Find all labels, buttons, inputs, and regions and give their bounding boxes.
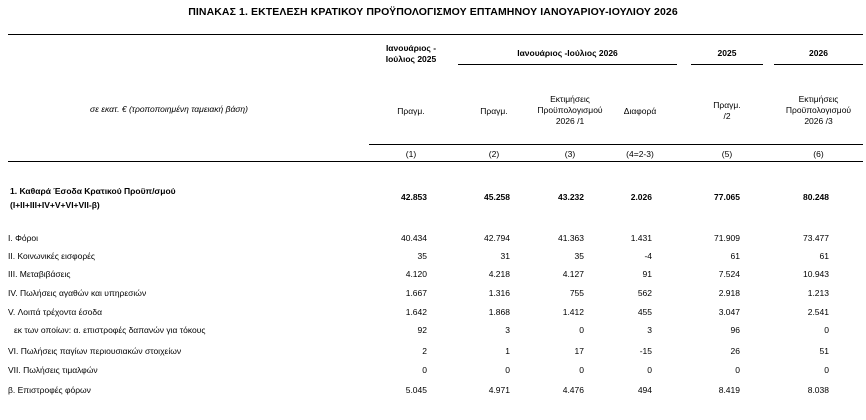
row-value: 35 (417, 251, 427, 261)
row-value: 0 (647, 365, 652, 375)
row-value: 755 (569, 288, 584, 298)
row-value: 1 (505, 346, 510, 356)
row-value: 4.127 (562, 269, 584, 279)
row-label: II. Κοινωνικές εισφορές (8, 251, 96, 261)
column-code: (5) (721, 149, 733, 159)
year-2026-underline (774, 64, 863, 65)
row-label: VII. Πωλήσεις τιμαλφών (8, 365, 98, 375)
row-label: εκ των οποίων: α. επιστροφές δαπανών για τόκους (14, 325, 206, 335)
header-bottom-rule (8, 161, 863, 162)
row-label: I. Φόροι (8, 233, 39, 243)
row-label: III. Μεταβιβάσεις (8, 269, 71, 279)
row-value: 4.476 (562, 385, 584, 395)
col5-header: Πραγμ. /2 (713, 100, 741, 121)
col3-header: Εκτιμήσεις Προϋπολογισμού 2026 /1 (537, 94, 603, 126)
main-row-value: 43.232 (558, 192, 584, 202)
column-code: (1) (405, 149, 417, 159)
row-value: 3 (647, 325, 652, 335)
main-row-value: 80.248 (803, 192, 829, 202)
group-2026-header: Ιανουάριος -Ιούλιος 2026 (517, 48, 618, 58)
group-2026-underline (458, 64, 677, 65)
col2-header: Πραγμ. (480, 106, 508, 116)
row-value: 17 (574, 346, 584, 356)
row-value: 3.047 (718, 307, 740, 317)
row-value: 40.434 (401, 233, 427, 243)
row-value: 562 (637, 288, 652, 298)
top-rule (8, 34, 863, 35)
row-value: 455 (637, 307, 652, 317)
row-value: 0 (505, 365, 510, 375)
column-code: (2) (488, 149, 500, 159)
row-value: 35 (574, 251, 584, 261)
row-value: 8.038 (807, 385, 829, 395)
row-value: 1.667 (405, 288, 427, 298)
row-value: 0 (579, 365, 584, 375)
header-rule (369, 144, 863, 145)
main-row-label: 1. Καθαρά Έσοδα Κρατικού Προϋπ/σμού (I+II+III+IV+V+VI+VII-β) (10, 186, 176, 210)
main-row-value: 2.026 (630, 192, 652, 202)
row-value: 5.045 (405, 385, 427, 395)
row-label: IV. Πωλήσεις αγαθών και υπηρεσιών (8, 288, 147, 298)
row-value: -4 (644, 251, 652, 261)
row-value: 2.918 (718, 288, 740, 298)
main-row-value: 77.065 (714, 192, 740, 202)
row-value: 0 (735, 365, 740, 375)
row-value: 0 (579, 325, 584, 335)
row-value: 1.431 (630, 233, 652, 243)
row-label: VI. Πωλήσεις παγίων περιουσιακών στοιχείων (8, 346, 182, 356)
row-value: 41.363 (558, 233, 584, 243)
table-title: ΠΙΝΑΚΑΣ 1. ΕΚΤΕΛΕΣΗ ΚΡΑΤΙΚΟΥ ΠΡΟΫΠΟΛΟΓΙΣΜΟΥ ΕΠΤΑΜΗΝΟΥ ΙΑΝΟΥΑΡΙΟΥ-ΙΟΥΛΙΟΥ 2026 (188, 6, 678, 18)
column-code: (3) (564, 149, 576, 159)
row-value: 73.477 (803, 233, 829, 243)
row-value: 61 (730, 251, 740, 261)
main-row-value: 45.258 (484, 192, 510, 202)
row-value: 42.794 (484, 233, 510, 243)
row-value: 1.868 (488, 307, 510, 317)
main-row-value: 42.853 (401, 192, 427, 202)
row-value: 4.120 (405, 269, 427, 279)
row-value: 1.316 (488, 288, 510, 298)
row-value: 91 (642, 269, 652, 279)
row-value: 1.642 (405, 307, 427, 317)
group-2025-header: Ιανουάριος - Ιούλιος 2025 (385, 43, 437, 64)
row-value: 71.909 (714, 233, 740, 243)
row-value: 8.419 (718, 385, 740, 395)
row-value: 61 (819, 251, 829, 261)
year-2026-header: 2026 (809, 48, 828, 58)
unit-note: σε εκατ. € (τροποποιημένη ταμειακή βάση) (90, 104, 248, 114)
row-value: 0 (422, 365, 427, 375)
row-value: 1.412 (562, 307, 584, 317)
year-2025-underline (691, 64, 763, 65)
col1-header: Πραγμ. (397, 106, 425, 116)
row-value: 7.524 (718, 269, 740, 279)
row-value: 4.218 (488, 269, 510, 279)
row-value: 494 (637, 385, 652, 395)
row-value: 92 (417, 325, 427, 335)
row-value: 0 (824, 365, 829, 375)
row-value: 10.943 (803, 269, 829, 279)
col4-header: Διαφορά (623, 106, 657, 116)
column-code: (6) (813, 149, 824, 159)
row-value: 2 (422, 346, 427, 356)
row-value: 1.213 (807, 288, 829, 298)
row-value: 31 (500, 251, 510, 261)
year-2025-header: 2025 (717, 48, 737, 58)
row-value: -15 (639, 346, 652, 356)
row-value: 26 (730, 346, 740, 356)
row-label: V. Λοιπά τρέχοντα έσοδα (8, 307, 103, 317)
row-value: 4.971 (488, 385, 510, 395)
row-value: 51 (819, 346, 829, 356)
row-label: β. Επιστροφές φόρων (8, 385, 91, 395)
col6-header: Εκτιμήσεις Προϋπολογισμού 2026 /3 (785, 94, 852, 126)
row-value: 96 (730, 325, 740, 335)
column-code: (4=2-3) (626, 149, 654, 159)
row-value: 2.541 (807, 307, 829, 317)
row-value: 3 (505, 325, 510, 335)
row-value: 0 (824, 325, 829, 335)
